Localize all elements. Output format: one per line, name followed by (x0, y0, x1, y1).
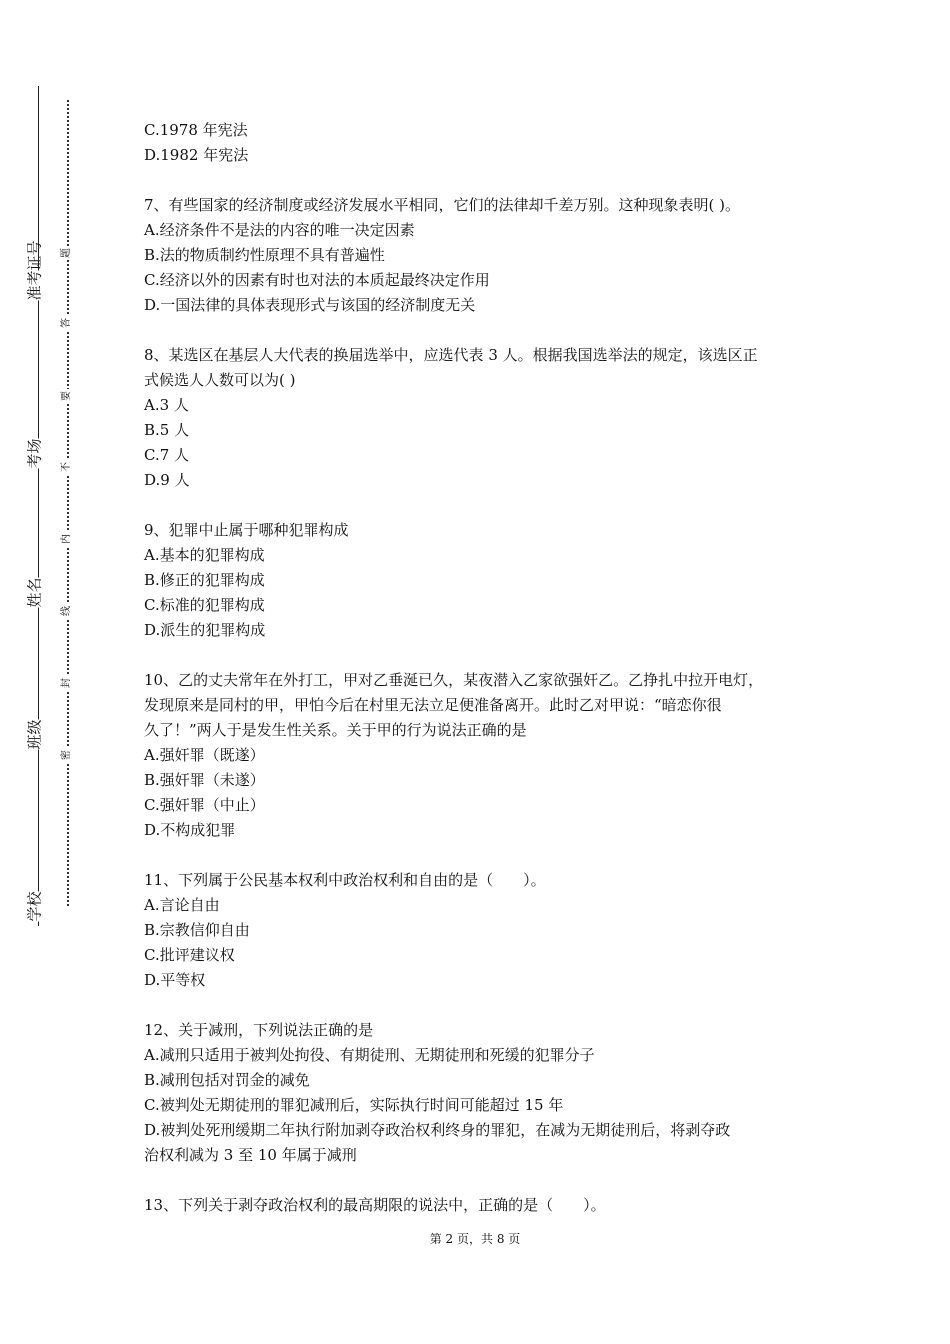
question-list (144, 118, 814, 1243)
seal-char: 内 (61, 534, 72, 544)
field-label-exam-room: 考场 (25, 438, 44, 469)
question-10 (144, 668, 814, 843)
question-12 (144, 1018, 814, 1168)
option-c: C.7 人 (144, 446, 190, 464)
seal-char: 不 (61, 462, 72, 472)
option-d-continued: 治权利减为 3 至 10 年属于减刑 (144, 1146, 357, 1164)
option-a: A.言论自由 (144, 896, 220, 914)
question-stem: 13、下列关于剥夺政治权利的最高期限的说法中，正确的是（ ）。 (144, 1196, 606, 1214)
option-d: D.被判处死刑缓期二年执行附加剥夺政治权利终身的罪犯，在减为无期徒刑后，将剥夺政 (144, 1121, 731, 1139)
question-8 (144, 343, 814, 493)
option-c: C.批评建议权 (144, 946, 235, 964)
seal-char: 答 (61, 318, 72, 328)
option-b: B.修正的犯罪构成 (144, 571, 265, 589)
field-label-school: 学校 (25, 891, 44, 922)
option-a: A.经济条件不是法的内容的唯一决定因素 (144, 221, 415, 239)
seal-char: 要 (61, 391, 72, 401)
binding-line-dotted (67, 100, 69, 906)
seal-char: 题 (61, 248, 72, 258)
option-c: C.被判处无期徒刑的罪犯减刑后，实际执行时间可能超过 15 年 (144, 1096, 564, 1114)
option-b: B.5 人 (144, 421, 190, 439)
option-c: C.经济以外的因素有时也对法的本质起最终决定作用 (144, 271, 490, 289)
option-d: D.平等权 (144, 971, 206, 989)
seal-char: 封 (61, 678, 72, 688)
question-stem: 8、某选区在基层人大代表的换届选举中，应选代表 3 人。根据我国选举法的规定，该选区正 (144, 346, 758, 364)
field-label-name: 姓名 (25, 577, 44, 608)
question-stem: 发现原来是同村的甲，甲怕今后在村里无法立足便准备离开。此时乙对甲说：“暗恋你很 (144, 696, 722, 714)
question-stem: 11、下列属于公民基本权利中政治权利和自由的是（ ）。 (144, 871, 546, 889)
question-stem: 9、犯罪中止属于哪种犯罪构成 (144, 521, 349, 539)
option-c: C.1978 年宪法 (144, 121, 248, 139)
option-c: C.强奸罪（中止） (144, 796, 265, 814)
question-13 (144, 1193, 814, 1218)
option-b: B.减刑包括对罚金的减免 (144, 1071, 310, 1089)
question-stem: 7、有些国家的经济制度或经济发展水平相同，它们的法律却千差万别。这种现象表明( )。 (144, 196, 741, 214)
option-a: A.减刑只适用于被判处拘役、有期徒刑、无期徒刑和死缓的犯罪分子 (144, 1046, 595, 1064)
option-d: D.不构成犯罪 (144, 821, 236, 839)
field-label-class: 班级 (25, 719, 44, 750)
option-d: D.1982 年宪法 (144, 146, 249, 164)
question-9 (144, 518, 814, 643)
option-b: B.强奸罪（未遂） (144, 771, 265, 789)
option-a: A.基本的犯罪构成 (144, 546, 265, 564)
option-b: B.宗教信仰自由 (144, 921, 250, 939)
question-stem: 式候选人人数可以为( ) (144, 371, 296, 389)
question-stem: 久了！”两人于是发生性关系。关于甲的行为说法正确的是 (144, 721, 527, 739)
question-7 (144, 193, 814, 318)
option-d: D.派生的犯罪构成 (144, 621, 266, 639)
page-number-footer: 第 2 页，共 8 页 (429, 1232, 521, 1246)
seal-char: 密 (61, 750, 72, 760)
option-a: A.强奸罪（既遂） (144, 746, 265, 764)
option-b: B.法的物质制约性原理不具有普遍性 (144, 246, 385, 264)
seal-char: 线 (61, 606, 72, 616)
field-label-exam-id: 准考证号 (25, 240, 44, 301)
question-stem: 12、关于减刑，下列说法正确的是 (144, 1021, 374, 1039)
option-d: D.9 人 (144, 471, 190, 489)
question-6-continued (144, 118, 814, 168)
option-c: C.标准的犯罪构成 (144, 596, 265, 614)
option-d: D.一国法律的具体表现形式与该国的经济制度无关 (144, 296, 476, 314)
question-stem: 10、乙的丈夫常年在外打工，甲对乙垂涎已久，某夜潜入乙家欲强奸乙。乙挣扎中拉开电灯， (144, 671, 764, 689)
question-11 (144, 868, 814, 993)
binding-line-solid (38, 86, 39, 926)
option-a: A.3 人 (144, 396, 189, 414)
